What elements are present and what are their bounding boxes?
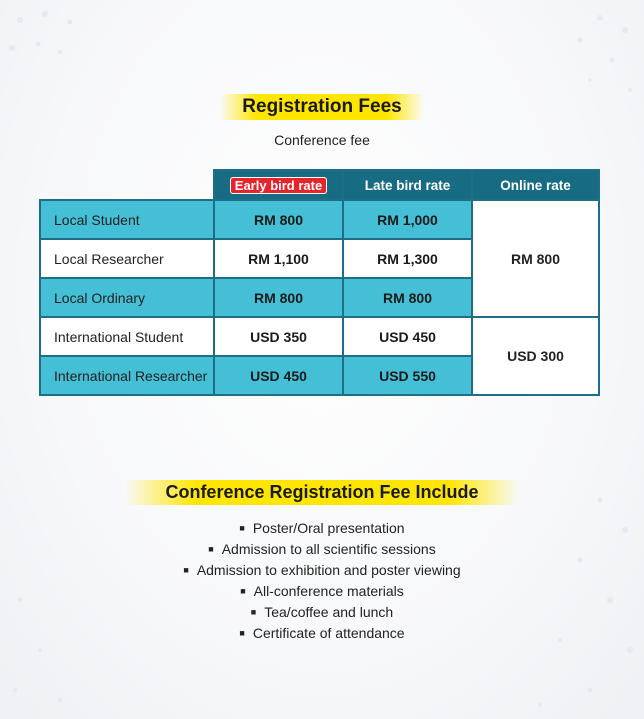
bullet-icon: ■ xyxy=(240,586,246,596)
row-label: Local Researcher xyxy=(40,239,214,278)
bullet-icon: ■ xyxy=(183,565,189,575)
late-value: RM 800 xyxy=(343,278,472,317)
early-value: RM 1,100 xyxy=(214,239,343,278)
subtitle: Conference fee xyxy=(274,132,370,148)
list-item: ■ Poster/Oral presentation xyxy=(239,520,405,536)
table-header-row xyxy=(40,170,599,200)
list-item: ■ Tea/coffee and lunch xyxy=(250,604,394,620)
header-early-bird: Early bird rate xyxy=(214,170,343,200)
table-row xyxy=(40,200,599,239)
row-label: Local Student xyxy=(40,200,214,239)
bullet-icon: ■ xyxy=(208,544,214,554)
table-row xyxy=(40,317,599,356)
row-label: International Student xyxy=(40,317,214,356)
bullet-icon: ■ xyxy=(239,523,245,533)
list-item: ■ Admission to all scientific sessions xyxy=(208,541,436,557)
late-value: RM 1,000 xyxy=(343,200,472,239)
list-item: ■ All-conference materials xyxy=(240,583,404,599)
early-value: RM 800 xyxy=(214,200,343,239)
online-local-value: RM 800 xyxy=(472,200,599,317)
fees-table xyxy=(39,169,600,396)
page-title: Registration Fees xyxy=(220,94,423,120)
early-value: USD 350 xyxy=(214,317,343,356)
include-list xyxy=(0,518,644,644)
include-heading xyxy=(0,480,644,505)
bullet-icon: ■ xyxy=(250,607,257,617)
early-value: USD 450 xyxy=(214,356,343,395)
row-label: International Researcher xyxy=(40,356,214,395)
header-late-bird: Late bird rate xyxy=(343,170,472,200)
header-blank xyxy=(40,170,214,200)
late-value: RM 1,300 xyxy=(343,239,472,278)
registration-fees-heading xyxy=(0,94,644,120)
late-value: USD 450 xyxy=(343,317,472,356)
header-online: Online rate xyxy=(472,170,599,200)
online-international-value: USD 300 xyxy=(472,317,599,395)
bullet-icon: ■ xyxy=(239,628,245,638)
early-value: RM 800 xyxy=(214,278,343,317)
row-label: Local Ordinary xyxy=(40,278,214,317)
include-title: Conference Registration Fee Include xyxy=(125,480,518,505)
late-value: USD 550 xyxy=(343,356,472,395)
list-item: ■ Certificate of attendance xyxy=(239,625,405,641)
list-item: ■ Admission to exhibition and poster viewing xyxy=(183,562,461,578)
